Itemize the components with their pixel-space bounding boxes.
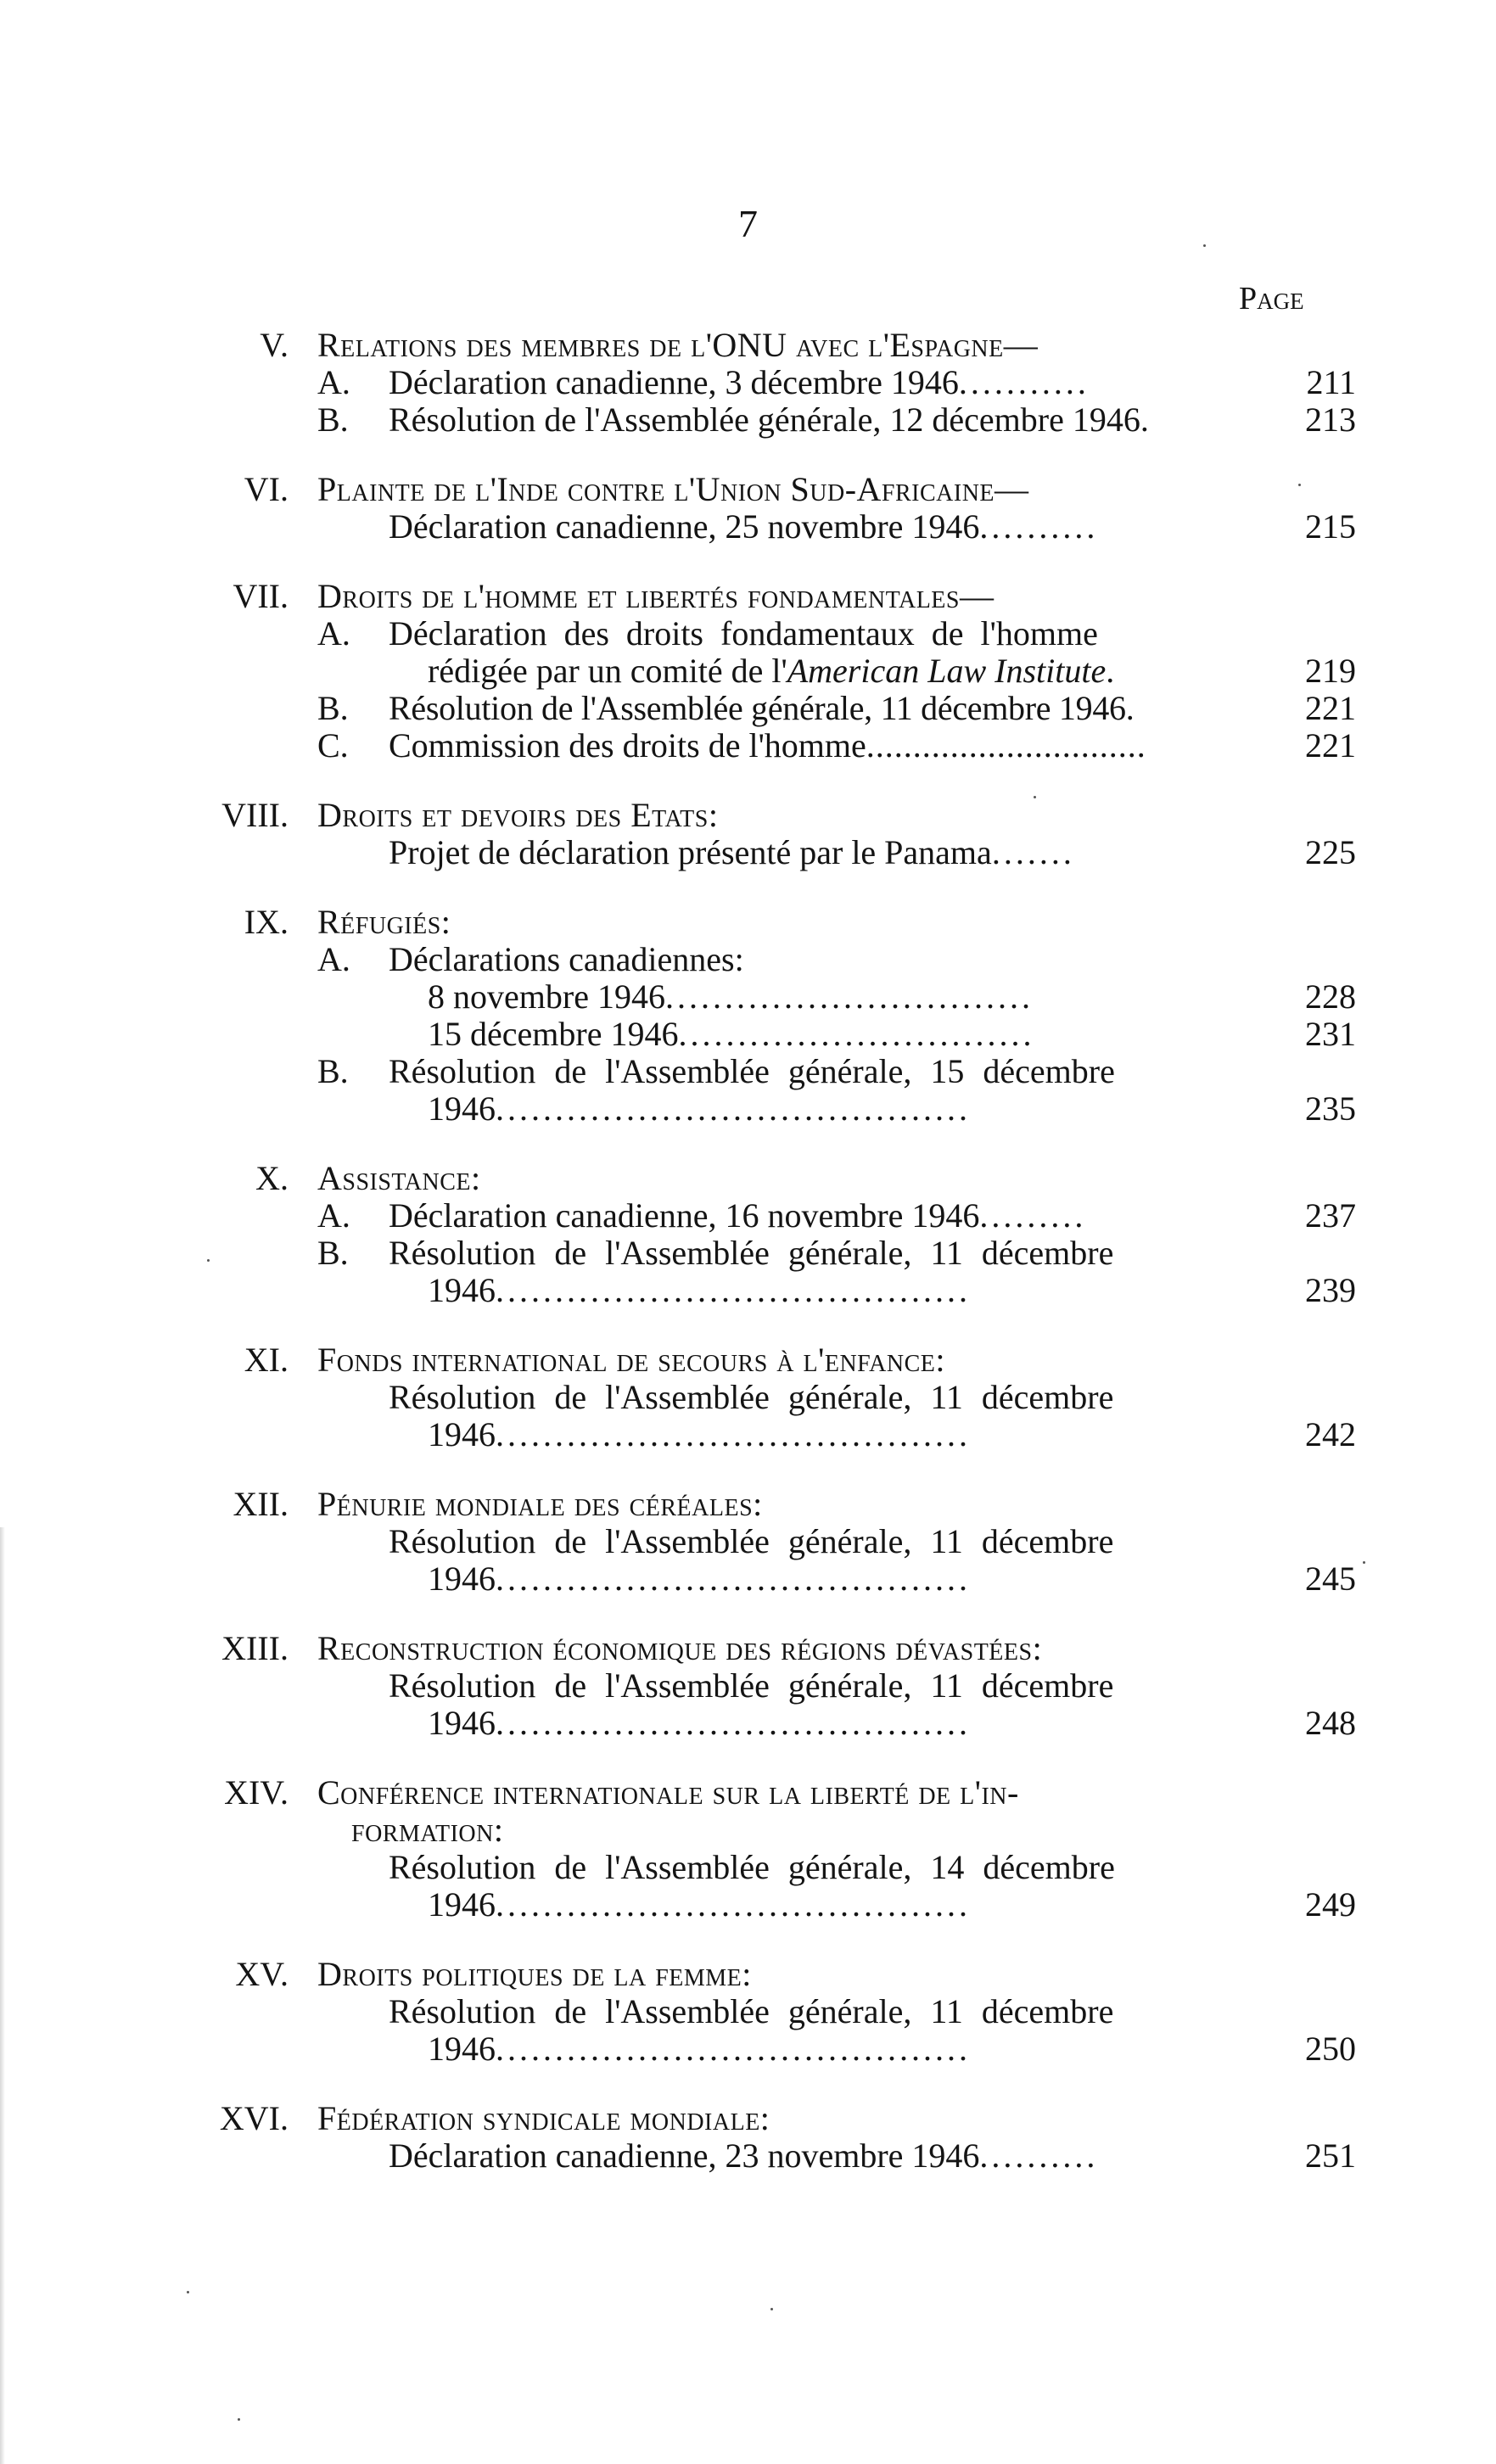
toc-entry-continuation — [0, 1560, 1496, 1599]
toc-entry — [0, 940, 1496, 979]
toc-entry-continuation — [0, 1271, 1496, 1310]
section-title: Reconstruction économique des régions dévastées: — [317, 1629, 1043, 1667]
entry-page: 219 — [1305, 652, 1356, 690]
section-title: Droits politiques de la femme: — [317, 1955, 752, 1993]
scan-speck — [1363, 1561, 1365, 1564]
entry-page: 239 — [1305, 1271, 1356, 1309]
section-title: Réfugiés: — [317, 903, 451, 941]
entry-page: 242 — [1305, 1415, 1356, 1453]
entry-page: 221 — [1305, 689, 1356, 727]
section-numeral: XV. — [235, 1955, 289, 1993]
entry-letter: A. — [317, 940, 350, 978]
section-numeral: XI. — [244, 1341, 289, 1379]
entry-text: Commission des droits de l'homme.............................. — [389, 726, 1146, 764]
toc-section-heading — [0, 1629, 1496, 1668]
section-numeral: X. — [255, 1159, 289, 1197]
entry-text: 1946........................................ — [428, 2030, 971, 2068]
toc-entry — [0, 1522, 1496, 1561]
entry-text: 1946........................................ — [428, 1271, 971, 1309]
toc-section-heading — [0, 1159, 1496, 1198]
entry-text: 1946........................................ — [428, 1704, 971, 1742]
entry-text: Résolution de l'Assemblée générale, 11 décembre 1946. — [389, 689, 1135, 727]
entry-letter: B. — [317, 689, 349, 727]
entry-letter: A. — [317, 1196, 350, 1235]
section-numeral: VIII. — [221, 796, 289, 834]
section-title: Droits de l'homme et libertés fondamentales— — [317, 577, 995, 615]
entry-page: 213 — [1305, 400, 1356, 439]
section-title: Conférence internationale sur la liberté de l'in- — [317, 1773, 1019, 1812]
section-numeral: XIII. — [221, 1629, 289, 1667]
entry-text: 1946........................................ — [428, 1089, 971, 1128]
entry-page: 248 — [1305, 1704, 1356, 1742]
toc-entry — [0, 2136, 1496, 2176]
section-numeral: VII. — [233, 577, 289, 615]
scan-speck — [207, 1259, 210, 1262]
toc-section-heading — [0, 577, 1496, 616]
entry-text: 1946........................................ — [428, 1885, 971, 1924]
toc-entry — [0, 1992, 1496, 2031]
toc-entry — [0, 1234, 1496, 1273]
entry-text: 1946........................................ — [428, 1560, 971, 1598]
entry-text: Déclaration canadienne, 23 novembre 1946.......... — [389, 2136, 1099, 2175]
section-numeral: XIV. — [224, 1773, 289, 1812]
entry-text: 1946........................................ — [428, 1415, 971, 1453]
entry-page: 231 — [1305, 1015, 1356, 1053]
toc-entry — [0, 507, 1496, 546]
toc-entry — [0, 1848, 1496, 1887]
entry-text: Résolution de l'Assemblée générale, 15 décembre — [389, 1052, 1115, 1090]
scan-speck — [238, 2418, 240, 2421]
entry-text: Projet de déclaration présenté par le Panama....... — [389, 833, 1075, 871]
toc-section-heading — [0, 1955, 1496, 1994]
toc-section-heading — [0, 903, 1496, 942]
toc-entry — [0, 977, 1496, 1016]
entry-text: Déclaration canadienne, 3 décembre 1946........... — [389, 363, 1090, 401]
entry-page: 251 — [1305, 2136, 1356, 2175]
scan-speck — [1298, 484, 1301, 486]
scan-speck — [770, 2308, 773, 2310]
section-numeral: V. — [260, 326, 289, 364]
entry-text: 15 décembre 1946.............................. — [428, 1015, 1035, 1053]
toc-section-heading — [0, 470, 1496, 509]
page-column-header: Page — [1239, 281, 1304, 316]
toc-section-heading — [0, 796, 1496, 835]
entry-letter: C. — [317, 726, 349, 764]
entry-letter: A. — [317, 363, 350, 401]
entry-letter: B. — [317, 1234, 349, 1272]
scan-speck — [1034, 796, 1036, 798]
toc-section-heading — [0, 1341, 1496, 1380]
entry-letter: B. — [317, 1052, 349, 1090]
entry-text: Résolution de l'Assemblée générale, 11 décembre — [389, 1992, 1114, 2030]
entry-text: 8 novembre 1946............................... — [428, 977, 1034, 1016]
page-number: 7 — [738, 202, 758, 245]
toc-entry — [0, 1196, 1496, 1235]
toc-section-heading — [0, 326, 1496, 365]
toc-entry — [0, 1666, 1496, 1705]
entry-page: 211 — [1306, 363, 1356, 401]
toc-entry-continuation — [0, 1415, 1496, 1454]
toc-section-heading-continuation — [0, 1811, 1496, 1850]
section-title: Pénurie mondiale des céréales: — [317, 1485, 763, 1523]
toc-entry — [0, 614, 1496, 653]
section-title: Plainte de l'Inde contre l'Union Sud-Africaine— — [317, 470, 1029, 508]
entry-text: Résolution de l'Assemblée générale, 14 décembre — [389, 1848, 1115, 1886]
section-title: Fonds international de secours à l'enfance: — [317, 1341, 945, 1379]
entry-text: Déclaration canadienne, 25 novembre 1946.......... — [389, 507, 1099, 546]
entry-text: rédigée par un comité de l'American Law Institute. — [428, 652, 1115, 690]
entry-text: Résolution de l'Assemblée générale, 11 décembre — [389, 1378, 1114, 1416]
toc-entry — [0, 1015, 1496, 1054]
toc-entry-continuation — [0, 1704, 1496, 1743]
entry-text: Déclaration canadienne, 16 novembre 1946......... — [389, 1196, 1087, 1235]
entry-page: 237 — [1305, 1196, 1356, 1235]
entry-page: 225 — [1305, 833, 1356, 871]
section-title: Fédération syndicale mondiale: — [317, 2099, 770, 2137]
toc-entry — [0, 400, 1496, 440]
entry-page: 245 — [1305, 1560, 1356, 1598]
entry-page: 221 — [1305, 726, 1356, 764]
entry-text: Résolution de l'Assemblée générale, 12 décembre 1946. — [389, 400, 1149, 439]
section-title: Droits et devoirs des Etats: — [317, 796, 719, 834]
entry-page: 235 — [1305, 1089, 1356, 1128]
section-title: Assistance: — [317, 1159, 481, 1197]
toc-section-heading — [0, 1773, 1496, 1812]
entry-text: Résolution de l'Assemblée générale, 11 décembre — [389, 1522, 1114, 1560]
toc-section-heading — [0, 1485, 1496, 1524]
entry-letter: B. — [317, 400, 349, 439]
entry-page: 250 — [1305, 2030, 1356, 2068]
toc-entry — [0, 833, 1496, 872]
entry-text: Résolution de l'Assemblée générale, 11 décembre — [389, 1666, 1114, 1705]
toc-section-heading — [0, 2099, 1496, 2138]
scan-speck — [1203, 244, 1206, 247]
toc-entry — [0, 726, 1496, 765]
section-numeral: XVI. — [219, 2099, 289, 2137]
entry-page: 249 — [1305, 1885, 1356, 1924]
section-title: Relations des membres de l'ONU avec l'Espagne— — [317, 326, 1039, 364]
entry-text: Déclarations canadiennes: — [389, 940, 744, 978]
section-numeral: XII. — [233, 1485, 289, 1523]
entry-text: Résolution de l'Assemblée générale, 11 décembre — [389, 1234, 1114, 1272]
section-numeral: IX. — [244, 903, 289, 941]
toc-entry-continuation — [0, 2030, 1496, 2069]
entry-page: 228 — [1305, 977, 1356, 1016]
toc-entry — [0, 1052, 1496, 1091]
toc-entry-continuation — [0, 652, 1496, 691]
entry-page: 215 — [1305, 507, 1356, 546]
section-numeral: VI. — [244, 470, 289, 508]
entry-text: Déclaration des droits fondamentaux de l'homme — [389, 614, 1098, 652]
toc-entry — [0, 689, 1496, 728]
toc-entry-continuation — [0, 1885, 1496, 1924]
toc-entry — [0, 363, 1496, 402]
section-title-continuation: formation: — [351, 1811, 504, 1849]
toc-entry-continuation — [0, 1089, 1496, 1128]
scan-speck — [187, 2291, 189, 2293]
toc-entry — [0, 1378, 1496, 1417]
entry-letter: A. — [317, 614, 350, 652]
